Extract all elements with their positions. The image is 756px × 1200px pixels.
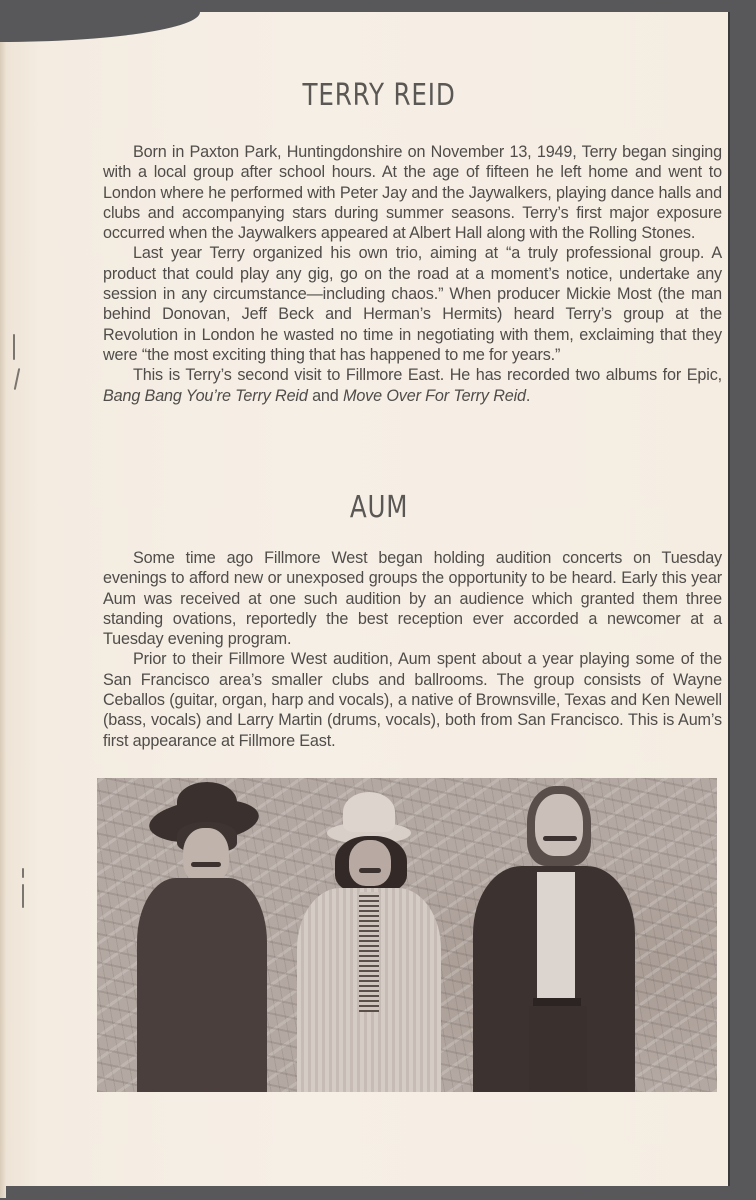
aum-paragraph-1: Some time ago Fillmore West began holding audition concerts on Tuesday evenings to afford new or unexposed groups the opportunity to be heard. Early this year Aum was received at one such audition by an audience which granted them three standing ovations, reportedly the best reception ever accorded a newcomer at a Tuesday evening program. (103, 549, 722, 649)
terry-reid-paragraph-3 (103, 365, 722, 406)
mustache (543, 836, 577, 841)
band-member-middle (297, 778, 457, 1092)
hat-crown (343, 792, 395, 832)
staple-mark-top (13, 334, 15, 360)
aum-paragraph-2: Prior to their Fillmore West audition, Aum spent about a year playing some of the San Francisco area’s smaller clubs and ballrooms. The group consists of Wayne Ceballos (guitar, organ, harp and vocals), a native of Brownsville, Texas and Ken Newell (bass, vocals) and Larry Martin (drums, vocals), both from San Francisco. This is Aum’s first appearance at Fillmore East. (103, 650, 722, 750)
belt (533, 998, 581, 1006)
band-member-right (473, 778, 653, 1092)
terry-reid-bio (103, 142, 722, 406)
albums-intro-text: This is Terry’s second visit to Fillmore East. He has recorded two albums for Epic, (133, 366, 722, 385)
band-photo (97, 778, 717, 1092)
face (535, 794, 583, 856)
mustache (191, 862, 221, 867)
terry-reid-paragraph-1: Born in Paxton Park, Huntingdonshire on November 13, 1949, Terry began singing with a local group after school hours. At the age of fifteen he left home and went to London where he performed with Peter Jay and the Jaywalkers, playing dance halls and clubs and accompanying stars during summer seasons. Terry’s first major exposure occurred when the Jaywalkers appeared at Albert Hall along with the Rolling Stones. (103, 143, 722, 243)
staple-mark-top-2 (14, 368, 21, 390)
white-shirt (537, 872, 575, 1002)
albums-end: . (525, 386, 531, 405)
band-member-left (137, 778, 317, 1092)
section-heading-terry-reid: TERRY REID (302, 78, 456, 113)
dark-trousers (529, 1006, 587, 1092)
mustache (359, 868, 381, 873)
hat-crown (177, 782, 237, 822)
terry-reid-paragraph-2: Last year Terry organized his own trio, aiming at “a truly professional group. A product that could play any gig, go on the road at a moment’s notice, undertake any session in any circumstance—including chaos.” When producer Mickie Most (the man behind Donovan, Jeff Beck and Herman’s Hermits) heard Terry’s group at the Revolution in London he wasted no time in negotiating with them, exclaiming that they were “the most exciting thing that has happened to me for years.” (103, 244, 722, 364)
striped-shirt (359, 892, 379, 1012)
aum-bio (103, 548, 722, 751)
face (183, 828, 229, 884)
face (349, 840, 391, 886)
album-title-2: Move Over For Terry Reid (343, 386, 526, 405)
dark-coat (137, 878, 267, 1092)
section-heading-aum: AUM (349, 490, 409, 525)
album-title-1: Bang Bang You’re Terry Reid (103, 386, 308, 405)
staple-mark-bottom (22, 868, 24, 878)
page-curl-shadow (0, 12, 200, 42)
albums-conjunction: and (307, 386, 343, 405)
binding-edge (0, 42, 6, 1198)
staple-mark-bottom-2 (22, 884, 24, 908)
